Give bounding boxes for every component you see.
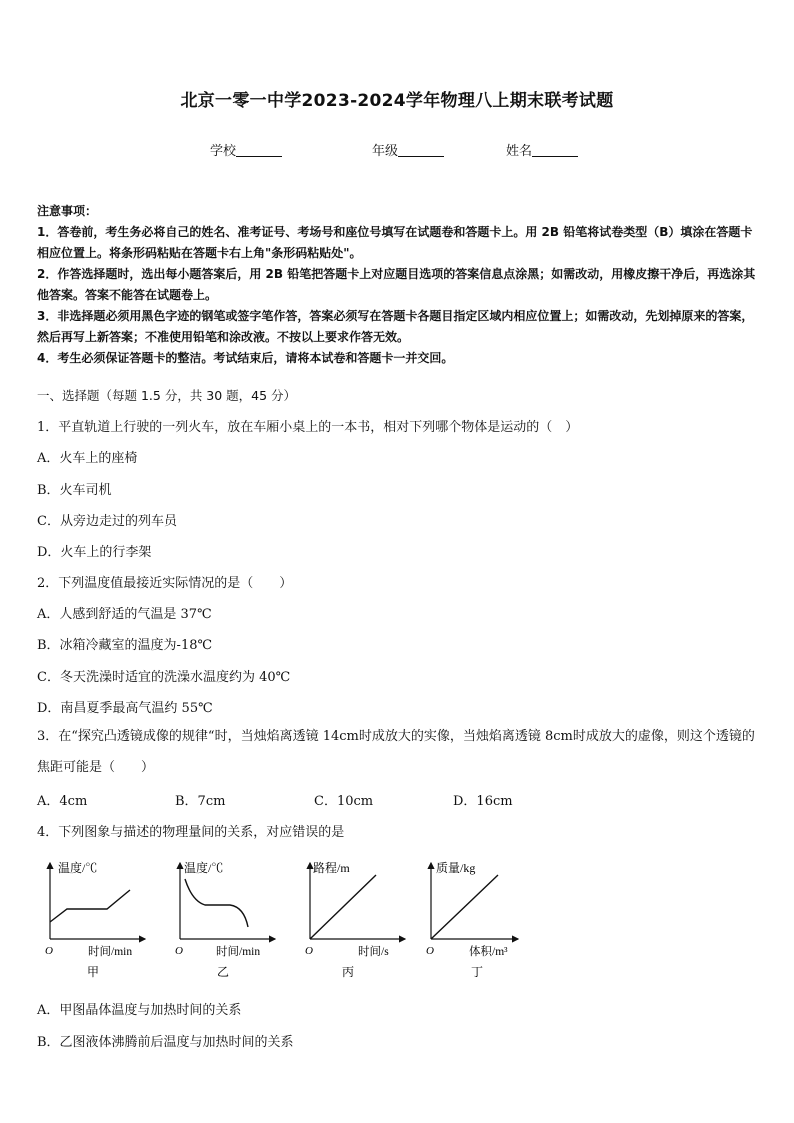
school-field [210, 140, 282, 159]
school-label: 学校 [210, 144, 237, 159]
q1-option-d: D．火车上的行李架 [37, 545, 152, 560]
x-axis-label: 时间/min [216, 946, 261, 958]
q3-option-a: A．4cm [37, 794, 88, 809]
name-blank[interactable] [532, 143, 578, 157]
q3-option-d: D．16cm [453, 794, 513, 809]
q2-option-d: D．南昌夏季最高气温约 55℃ [37, 701, 213, 716]
section-title: 一、选择题（每题 1.5 分，共 30 题，45 分） [37, 388, 297, 403]
notes-item: 4．考生必须保证答题卡的整洁。考试结束后，请将本试卷和答题卡一并交回。 [37, 351, 454, 365]
q2-stem: 2．下列温度值最接近实际情况的是（ ） [37, 576, 293, 591]
exam-title: 北京一零一中学2023-2024学年物理八上期末联考试题 [180, 91, 614, 111]
origin-label: O [305, 945, 313, 957]
origin-label: O [175, 945, 183, 957]
x-axis-label: 时间/min [88, 946, 133, 958]
graph-caption: 丙 [342, 965, 355, 979]
name-label: 姓名 [506, 144, 533, 159]
q3-stem: 3．在“探究凸透镜成像的规律“时，当烛焰离透镜 14cm时成放大的实像，当烛焰离透镜 8cm时成放大的虚像，则这个透镜的焦距可能是（ ） [37, 729, 755, 775]
x-axis-label: 体积/m³ [469, 946, 508, 958]
origin-label: O [426, 945, 434, 957]
graph-caption: 甲 [87, 965, 100, 979]
notes-item: 2．作答选择题时，选出每小题答案后，用 2B 铅笔把答题卡上对应题目选项的答案信息点涂黑；如需改动，用橡皮擦干净后，再选涂其他答案。答案不能答在试题卷上。 [37, 267, 756, 302]
school-blank[interactable] [236, 143, 282, 157]
q1-option-b: B．火车司机 [37, 483, 112, 498]
q1-option-c: C．从旁边走过的列车员 [37, 514, 177, 529]
q2-option-a: A．人感到舒适的气温是 37℃ [37, 607, 212, 622]
graph-jia [40, 855, 150, 980]
notes-heading: 注意事项： [37, 204, 98, 218]
q1-stem: 1．平直轨道上行驶的一列火车，放在车厢小桌上的一本书，相对下列哪个物体是运动的（ ） [37, 420, 579, 435]
q2-option-c: C．冬天洗澡时适宜的洗澡水温度约为 40℃ [37, 670, 291, 685]
notes-item: 1．答卷前，考生务必将自己的姓名、准考证号、考场号和座位号填写在试题卷和答题卡上。用 2B 铅笔将试卷类型（B）填涂在答题卡相应位置上。将条形码粘贴在答题卡右上角"条形码粘贴处"。 [37, 225, 753, 260]
graph-yi [170, 855, 280, 980]
x-axis-label: 时间/s [358, 946, 389, 958]
notes-block [37, 201, 759, 369]
curve-line [431, 875, 498, 939]
q3-option-b: B．7cm [175, 794, 226, 809]
q1-option-a: A．火车上的座椅 [37, 451, 138, 466]
q4-option-b: B．乙图液体沸腾前后温度与加热时间的关系 [37, 1035, 294, 1050]
notes-item: 3．非选择题必须用黑色字迹的钢笔或签字笔作答，答案必须写在答题卡各题目指定区域内相应位置上；如需改动，先划掉原来的答案，然后再写上新答案；不准使用铅笔和涂改液。不按以上要求作答无效。 [37, 309, 754, 344]
graph-caption: 丁 [471, 965, 484, 979]
y-axis-label: 质量/kg [436, 861, 476, 875]
y-axis-label: 温度/℃ [184, 861, 224, 875]
grade-blank[interactable] [398, 143, 444, 157]
graph-caption: 乙 [217, 965, 230, 979]
grade-field [372, 140, 444, 159]
curve-line [310, 875, 376, 939]
q4-stem: 4．下列图象与描述的物理量间的关系，对应错误的是 [37, 825, 345, 840]
q3-option-c: C．10cm [314, 794, 374, 809]
curve-line [50, 890, 130, 922]
y-axis-label: 路程/m [313, 861, 350, 875]
name-field [506, 140, 578, 159]
curve-line [185, 879, 248, 927]
q4-option-a: A．甲图晶体温度与加热时间的关系 [37, 1003, 242, 1018]
origin-label: O [45, 945, 53, 957]
q2-option-b: B．冰箱冷藏室的温度为-18℃ [37, 638, 213, 653]
y-axis-label: 温度/℃ [58, 861, 98, 875]
graph-ding [423, 855, 523, 980]
grade-label: 年级 [372, 144, 399, 159]
graph-bing [300, 855, 410, 980]
